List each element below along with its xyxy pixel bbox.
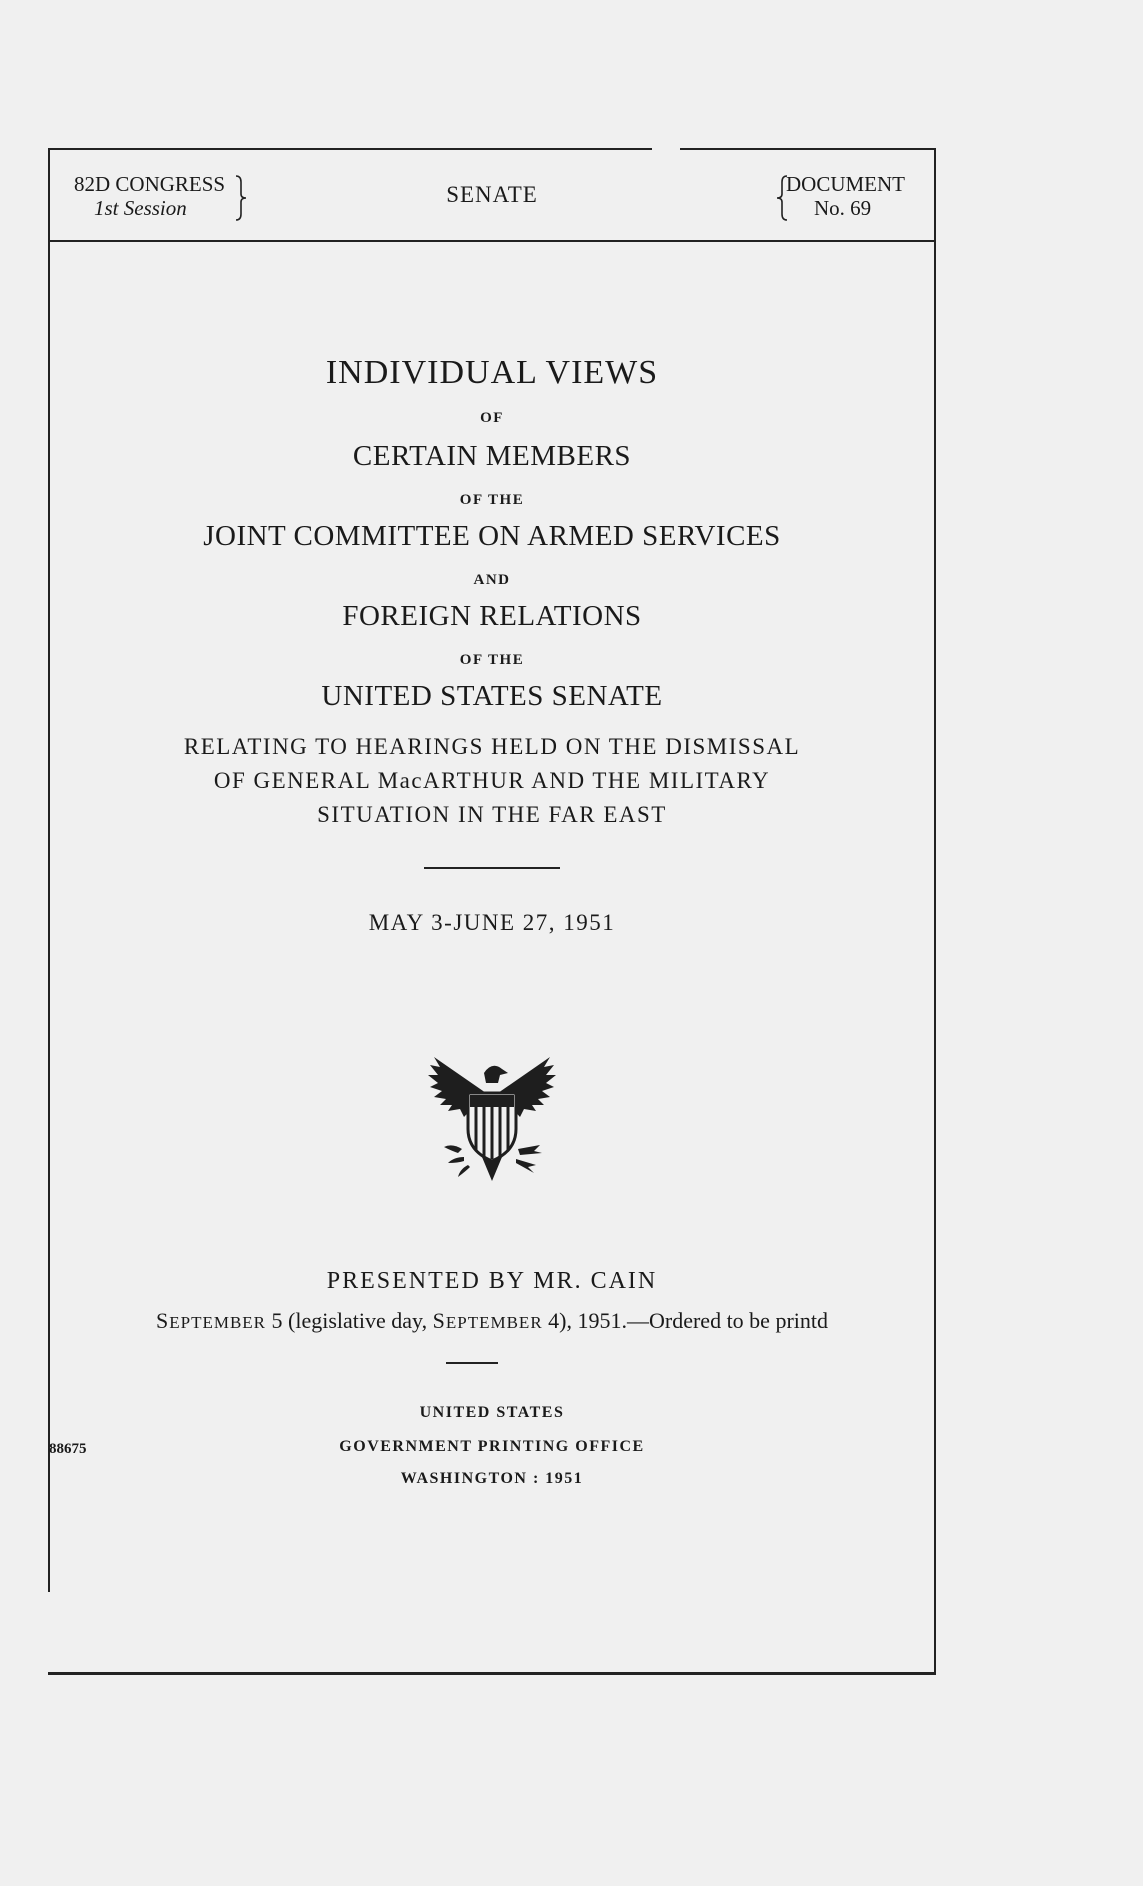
eagle-seal-icon <box>424 1053 560 1183</box>
chamber-label: SENATE <box>446 182 538 207</box>
imprint-line-3: WASHINGTON : 1951 <box>400 1470 584 1487</box>
order-month-1: SEPTEMBER <box>155 1308 267 1333</box>
document-no: No. 69 <box>814 196 872 220</box>
document-number <box>786 172 905 220</box>
title-line-1: INDIVIDUAL VIEWS <box>325 354 659 391</box>
title-of-1: OF <box>480 410 504 426</box>
border-top-left <box>48 148 652 150</box>
title-line-2: CERTAIN MEMBERS <box>352 440 632 472</box>
title-line-4: FOREIGN RELATIONS <box>342 600 642 632</box>
imprint-line-1: UNITED STATES <box>419 1404 565 1421</box>
subtitle-line-3: SITUATION IN THE FAR EAST <box>317 802 667 827</box>
document-label: DOCUMENT <box>786 172 905 196</box>
title-line-3: JOINT COMMITTEE ON ARMED SERVICES <box>203 520 781 552</box>
job-number: 88675 <box>49 1441 87 1457</box>
title-of-the-1: OF THE <box>459 492 525 508</box>
congress-label: 82D CONGRESS <box>74 172 226 196</box>
rule-1 <box>424 867 560 869</box>
order-text-1: 5 (legislative day, <box>266 1308 433 1333</box>
order-month-2: SEPTEMBER <box>432 1308 543 1333</box>
date-range: MAY 3-JUNE 27, 1951 <box>368 910 616 935</box>
rule-2 <box>446 1362 498 1364</box>
order-text-2: 4), 1951.—Ordered to be printd <box>542 1308 828 1333</box>
session-label: 1st Session <box>94 196 187 220</box>
order-line <box>48 1308 936 1334</box>
border-top-right <box>680 148 936 150</box>
border-bottom <box>48 1672 936 1675</box>
subtitle-line-2: OF GENERAL MacARTHUR AND THE MILITARY <box>213 768 771 793</box>
presented-by: PRESENTED BY MR. CAIN <box>326 1268 658 1294</box>
document-page <box>48 148 934 1674</box>
subtitle-line-1: RELATING TO HEARINGS HELD ON THE DISMISSAL <box>183 734 801 759</box>
title-of-the-2: OF THE <box>459 652 525 668</box>
title-line-5: UNITED STATES SENATE <box>321 680 663 712</box>
imprint-line-2: GOVERNMENT PRINTING OFFICE <box>339 1438 645 1455</box>
title-and: AND <box>473 572 511 588</box>
header-rule <box>48 240 936 242</box>
